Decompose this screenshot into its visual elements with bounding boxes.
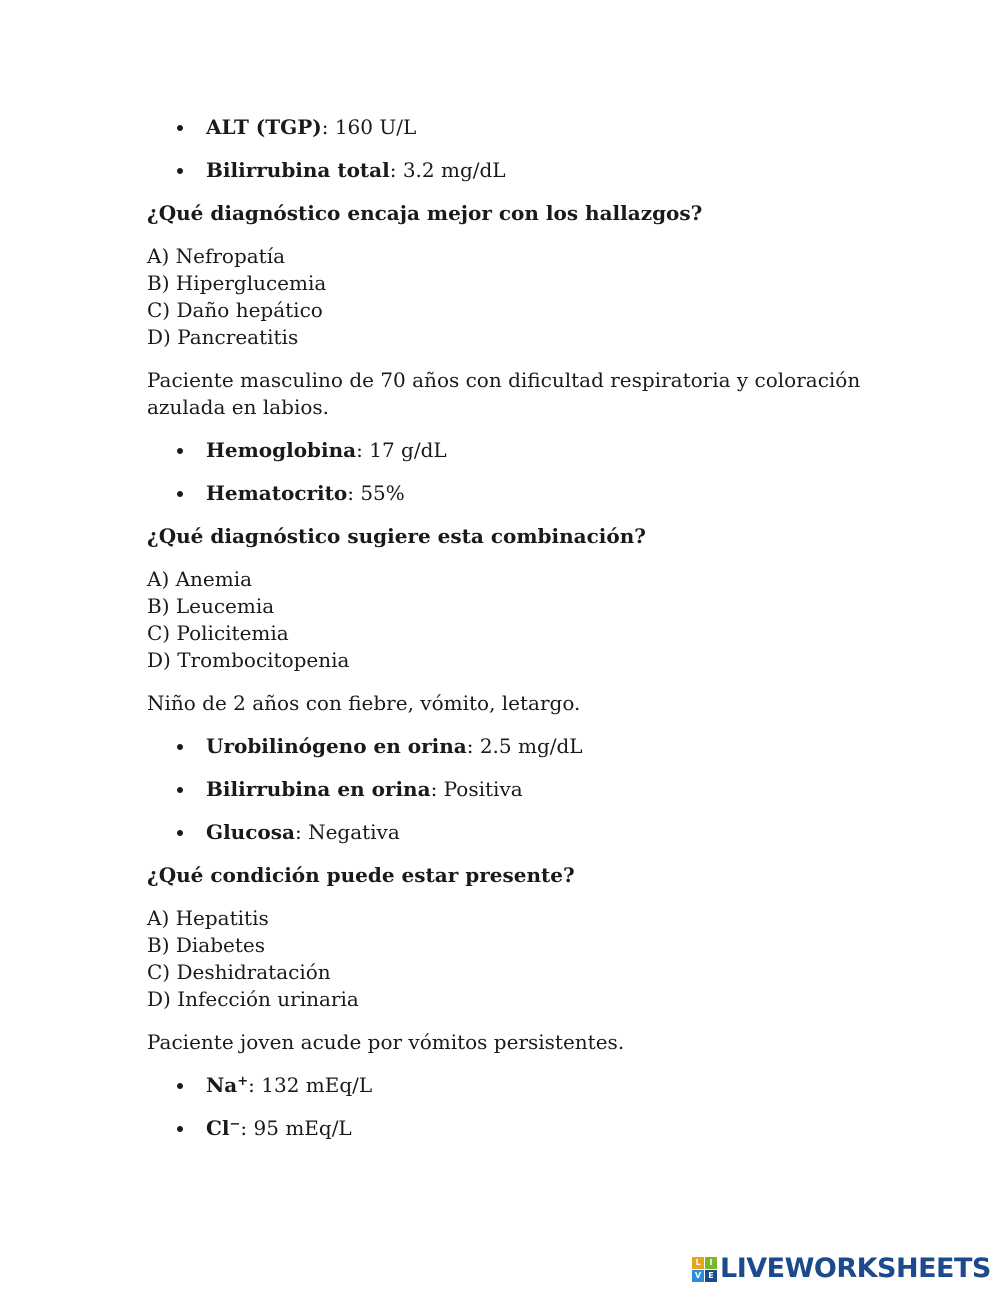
logo-blocks-icon [692, 1257, 717, 1282]
options-2 [147, 566, 867, 674]
answer-option: B) Hiperglucemia [147, 271, 327, 295]
answer-option: C) Deshidratación [147, 960, 331, 984]
ion-charge: − [229, 1117, 241, 1132]
lab-result-item [147, 733, 867, 760]
lab-value: : Negativa [294, 820, 400, 844]
lab-result-item [147, 114, 867, 141]
lab-value: : 3.2 mg/dL [389, 158, 506, 182]
logo-block: E [705, 1270, 717, 1282]
lab-label: Glucosa [206, 820, 295, 844]
case-description-2: Paciente masculino de 70 años con dificultad respiratoria y coloración azulada en labios. [147, 368, 861, 419]
options-1 [147, 243, 867, 351]
answer-option: A) Anemia [147, 567, 253, 591]
options-3 [147, 905, 867, 1013]
lab-value: : 132 mEq/L [248, 1073, 373, 1097]
lab-results-list-2 [147, 437, 867, 507]
answer-option: D) Infección urinaria [147, 987, 359, 1011]
logo-block: I [705, 1257, 717, 1269]
question-2: ¿Qué diagnóstico sugiere esta combinación? [147, 524, 646, 548]
bullet-icon [177, 448, 183, 454]
lab-result-item [147, 819, 867, 846]
worksheet-page [147, 114, 867, 1158]
answer-option: D) Trombocitopenia [147, 648, 350, 672]
answer-option: A) Nefropatía [147, 244, 286, 268]
lab-value: : Positiva [430, 777, 523, 801]
lab-result-item [147, 776, 867, 803]
lab-label: Na+ [206, 1073, 249, 1097]
bullet-icon [177, 168, 183, 174]
logo-text: LIVEWORKSHEETS [720, 1253, 991, 1284]
lab-label: Cl− [206, 1116, 241, 1140]
question-3: ¿Qué condición puede estar presente? [147, 863, 575, 887]
lab-value: : 95 mEq/L [240, 1116, 352, 1140]
answer-option: A) Hepatitis [147, 906, 269, 930]
lab-results-list-4 [147, 1072, 867, 1142]
lab-value: : 2.5 mg/dL [466, 734, 583, 758]
logo-block: V [692, 1270, 704, 1282]
lab-label: Hemoglobina [206, 438, 357, 462]
lab-value: : 160 U/L [321, 115, 417, 139]
lab-results-list-3 [147, 733, 867, 846]
lab-result-item [147, 1072, 867, 1099]
bullet-icon [177, 787, 183, 793]
lab-result-item [147, 480, 867, 507]
lab-result-item [147, 1115, 867, 1142]
bullet-icon [177, 1126, 183, 1132]
answer-option: B) Diabetes [147, 933, 265, 957]
lab-label: ALT (TGP) [206, 115, 322, 139]
ion-charge: + [237, 1074, 249, 1089]
lab-label: Bilirrubina en orina [206, 777, 431, 801]
answer-option: B) Leucemia [147, 594, 275, 618]
case-description-4: Paciente joven acude por vómitos persistentes. [147, 1030, 625, 1054]
question-1: ¿Qué diagnóstico encaja mejor con los hallazgos? [147, 201, 703, 225]
lab-value: : 55% [347, 481, 405, 505]
lab-label: Bilirrubina total [206, 158, 390, 182]
liveworksheets-logo [692, 1254, 991, 1284]
lab-label: Urobilinógeno en orina [206, 734, 467, 758]
lab-results-list-1 [147, 114, 867, 184]
case-description-3: Niño de 2 años con fiebre, vómito, letargo. [147, 691, 581, 715]
answer-option: C) Daño hepático [147, 298, 323, 322]
lab-value: : 17 g/dL [356, 438, 447, 462]
lab-result-item [147, 437, 867, 464]
lab-label: Hematocrito [206, 481, 348, 505]
bullet-icon [177, 125, 183, 131]
bullet-icon [177, 491, 183, 497]
bullet-icon [177, 1083, 183, 1089]
lab-result-item [147, 157, 867, 184]
bullet-icon [177, 830, 183, 836]
answer-option: D) Pancreatitis [147, 325, 299, 349]
bullet-icon [177, 744, 183, 750]
answer-option: C) Policitemia [147, 621, 289, 645]
logo-block: L [692, 1257, 704, 1269]
